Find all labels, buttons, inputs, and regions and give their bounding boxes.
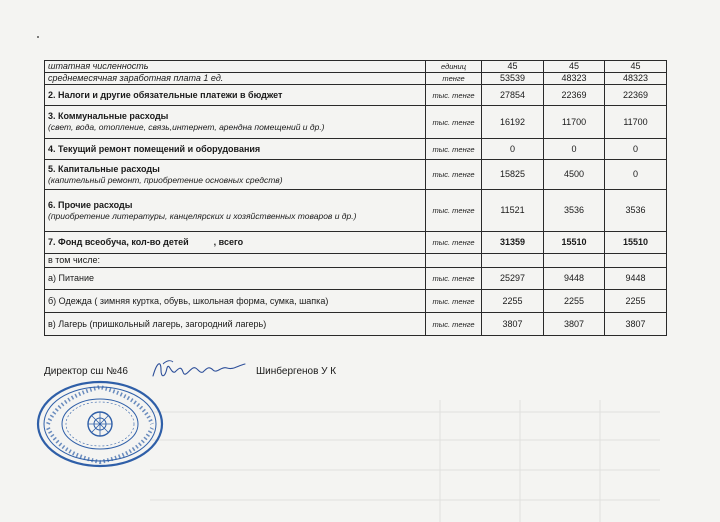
row-value-3: 11700: [605, 106, 667, 139]
table-row: [45, 106, 667, 139]
row-value-2: 0: [544, 139, 605, 160]
row-unit: единиц: [426, 61, 482, 73]
row-name: в том числе:: [45, 254, 426, 268]
row-value-2: 3536: [544, 190, 605, 232]
row-name: [45, 106, 426, 139]
row-value-3: 3536: [605, 190, 667, 232]
row-name: штатная численность: [45, 61, 426, 73]
row-title: 5. Капитальные расходы: [48, 163, 160, 174]
table-row: [45, 190, 667, 232]
row-unit: тыс. тенге: [426, 313, 482, 336]
row-value-3: 15510: [605, 232, 667, 254]
row-value-1: 3807: [482, 313, 544, 336]
row-value-3: 22369: [605, 85, 667, 106]
row-name: 2. Налоги и другие обязательные платежи в бюджет: [45, 85, 426, 106]
row-value-2: 15510: [544, 232, 605, 254]
row-value-3: 2255: [605, 290, 667, 313]
row-value-2: 22369: [544, 85, 605, 106]
row-subtitle: (свет, вода, отопление, связь,интернет, арендна помещений и др.): [48, 122, 325, 132]
table-row: [45, 290, 667, 313]
row-name: 7. Фонд всеобуча, кол-во детей , всего: [45, 232, 426, 254]
table-row: [45, 232, 667, 254]
row-name: б) Одежда ( зимняя куртка, обувь, школьная форма, сумка, шапка): [45, 290, 426, 313]
row-value-1: 31359: [482, 232, 544, 254]
row-value-3: 3807: [605, 313, 667, 336]
table-row: [45, 160, 667, 190]
row-name: 4. Текущий ремонт помещений и оборудования: [45, 139, 426, 160]
row-value-1: 45: [482, 61, 544, 73]
row-value-3: [605, 254, 667, 268]
row-value-1: [482, 254, 544, 268]
row-value-3: 48323: [605, 73, 667, 85]
row-title: 6. Прочие расходы: [48, 199, 133, 210]
row-name: в) Лагерь (пришкольный лагерь, загородний лагерь): [45, 313, 426, 336]
row-value-1: 53539: [482, 73, 544, 85]
table-row: [45, 61, 667, 73]
table-row: [45, 139, 667, 160]
row-unit: тыс. тенге: [426, 106, 482, 139]
row-subtitle: (приобретение литературы, канцелярских и хозяйственных товаров и др.): [48, 210, 357, 221]
row-value-2: 45: [544, 61, 605, 73]
row-value-2: 4500: [544, 160, 605, 190]
row-unit: тыс. тенге: [426, 232, 482, 254]
row-value-2: 48323: [544, 73, 605, 85]
row-value-1: 2255: [482, 290, 544, 313]
row-unit: тыс. тенге: [426, 268, 482, 290]
table-row: [45, 313, 667, 336]
bleed-through-lines: [0, 400, 720, 522]
row-name: [45, 190, 426, 232]
row-unit: тенге: [426, 73, 482, 85]
row-unit: тыс. тенге: [426, 290, 482, 313]
row-value-3: 45: [605, 61, 667, 73]
row-name: [45, 160, 426, 190]
row-unit: [426, 254, 482, 268]
row-value-2: 2255: [544, 290, 605, 313]
speck: [37, 36, 39, 38]
table-row: [45, 268, 667, 290]
table-row: [45, 73, 667, 85]
row-value-1: 0: [482, 139, 544, 160]
row-value-1: 11521: [482, 190, 544, 232]
row-unit: тыс. тенге: [426, 85, 482, 106]
budget-table: [44, 60, 667, 336]
table-row: [45, 254, 667, 268]
row-value-2: 3807: [544, 313, 605, 336]
row-unit: тыс. тенге: [426, 139, 482, 160]
row-value-2: 9448: [544, 268, 605, 290]
row-value-3: 9448: [605, 268, 667, 290]
row-unit: тыс. тенге: [426, 160, 482, 190]
director-label: Директор сш №46: [44, 366, 128, 377]
director-name: Шинбергенов У К: [256, 366, 337, 377]
row-subtitle: (капительный ремонт, приобретение основных средств): [48, 174, 283, 185]
row-value-1: 27854: [482, 85, 544, 106]
row-unit: тыс. тенге: [426, 190, 482, 232]
row-value-3: 0: [605, 139, 667, 160]
row-name: среднемесячная заработная плата 1 ед.: [45, 73, 426, 85]
row-title: 3. Коммунальные расходы: [48, 111, 169, 121]
row-value-3: 0: [605, 160, 667, 190]
row-value-2: [544, 254, 605, 268]
row-value-1: 16192: [482, 106, 544, 139]
table-row: [45, 85, 667, 106]
row-value-1: 25297: [482, 268, 544, 290]
row-value-1: 15825: [482, 160, 544, 190]
row-value-2: 11700: [544, 106, 605, 139]
row-name: а) Питание: [45, 268, 426, 290]
